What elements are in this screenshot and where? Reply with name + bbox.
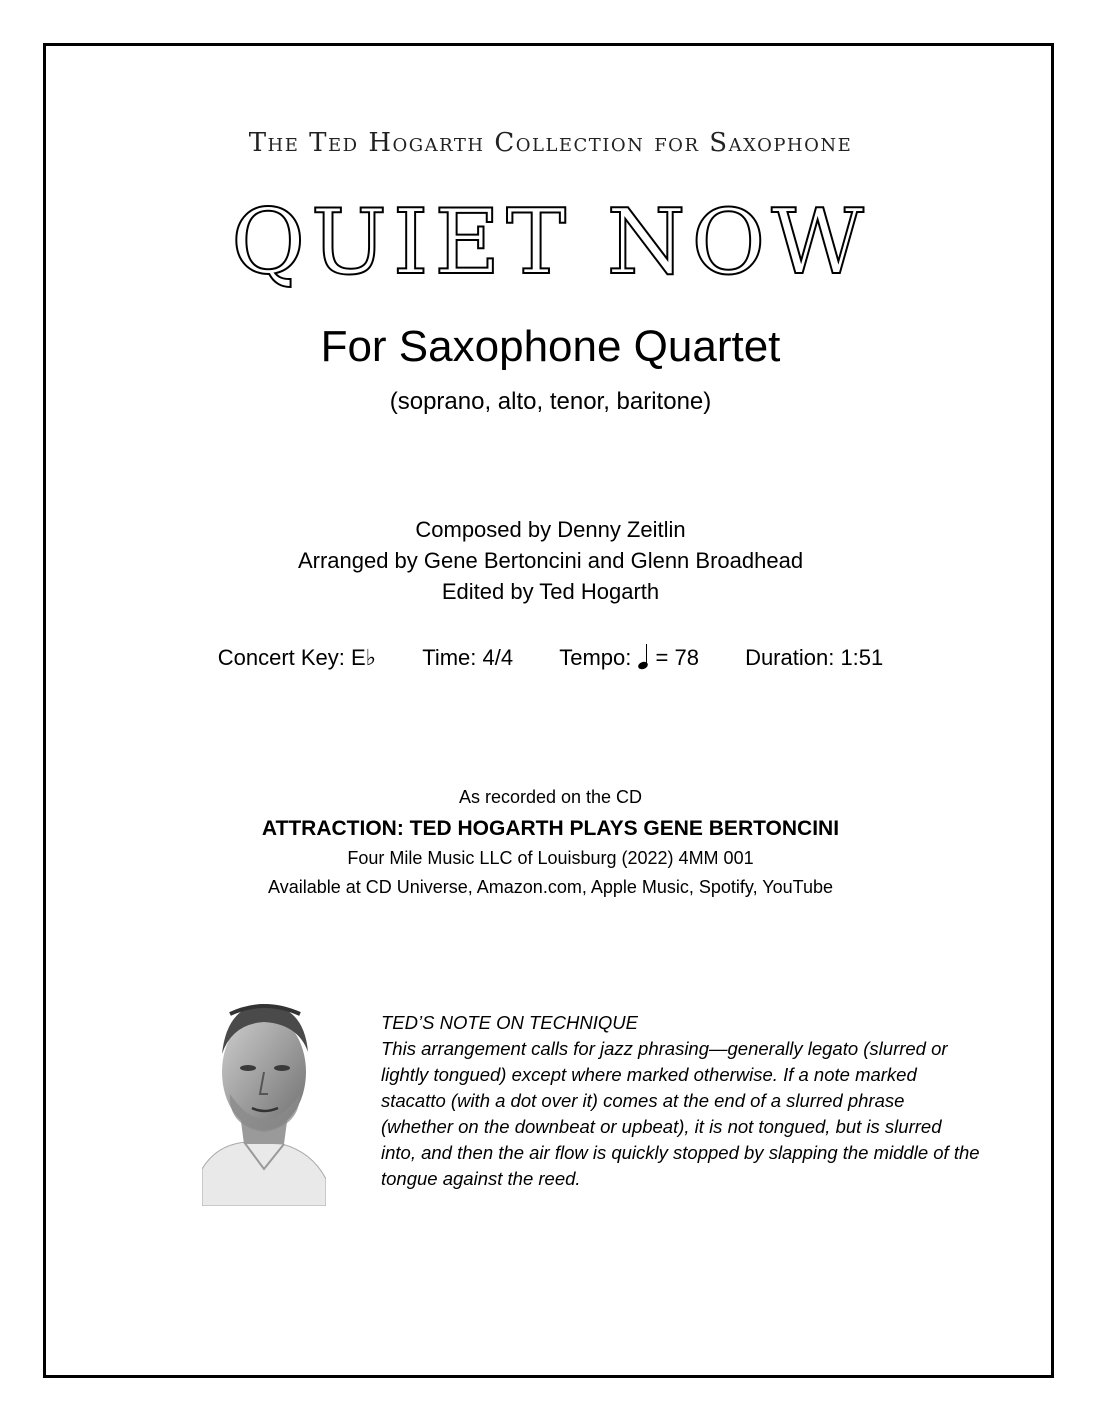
technique-note-heading: TED’S NOTE ON TECHNIQUE (381, 1012, 638, 1033)
availability: Available at CD Universe, Amazon.com, Apple Music, Spotify, YouTube (268, 877, 833, 897)
duration: Duration: 1:51 (745, 645, 884, 670)
piece-metadata (0, 643, 1101, 671)
concert-key: Concert Key: E♭ (217, 645, 377, 670)
tempo-label: Tempo: (559, 645, 632, 670)
ensemble-subtitle: For Saxophone Quartet (320, 322, 781, 371)
arranger-credit: Arranged by Gene Bertoncini and Glenn Broadhead (297, 548, 804, 573)
record-label: Four Mile Music LLC of Louisburg (2022) 4MM 001 (347, 848, 754, 868)
composer-credit: Composed by Denny Zeitlin (415, 517, 686, 542)
quarter-note-icon (638, 643, 652, 669)
piece-title: QUIET NOW (231, 190, 870, 295)
tempo (559, 643, 699, 671)
portrait-photo (202, 994, 326, 1206)
collection-heading: The Ted Hogarth Collection for Saxophone (248, 128, 853, 158)
technique-note (381, 1010, 981, 1192)
editor-credit: Edited by Ted Hogarth (441, 579, 660, 604)
time-signature: Time: 4/4 (422, 645, 514, 670)
tempo-value: = 78 (655, 645, 699, 670)
album-title: ATTRACTION: TED HOGARTH PLAYS GENE BERTONCINI (261, 817, 840, 840)
technique-note-body: This arrangement calls for jazz phrasing—generally legato (slurred or lightly tongued) except where marked otherwise. If a note marked stacatto (with a dot over it) comes at the end of a slurred phrase (whether on the downbeat or upbeat), it is not tongued, but is slurred into, and then the air flow is quickly stopped by slapping the middle of the tongue against the reed. (381, 1038, 980, 1189)
recording-intro: As recorded on the CD (458, 787, 643, 807)
instrument-list: (soprano, alto, tenor, baritone) (389, 388, 712, 415)
